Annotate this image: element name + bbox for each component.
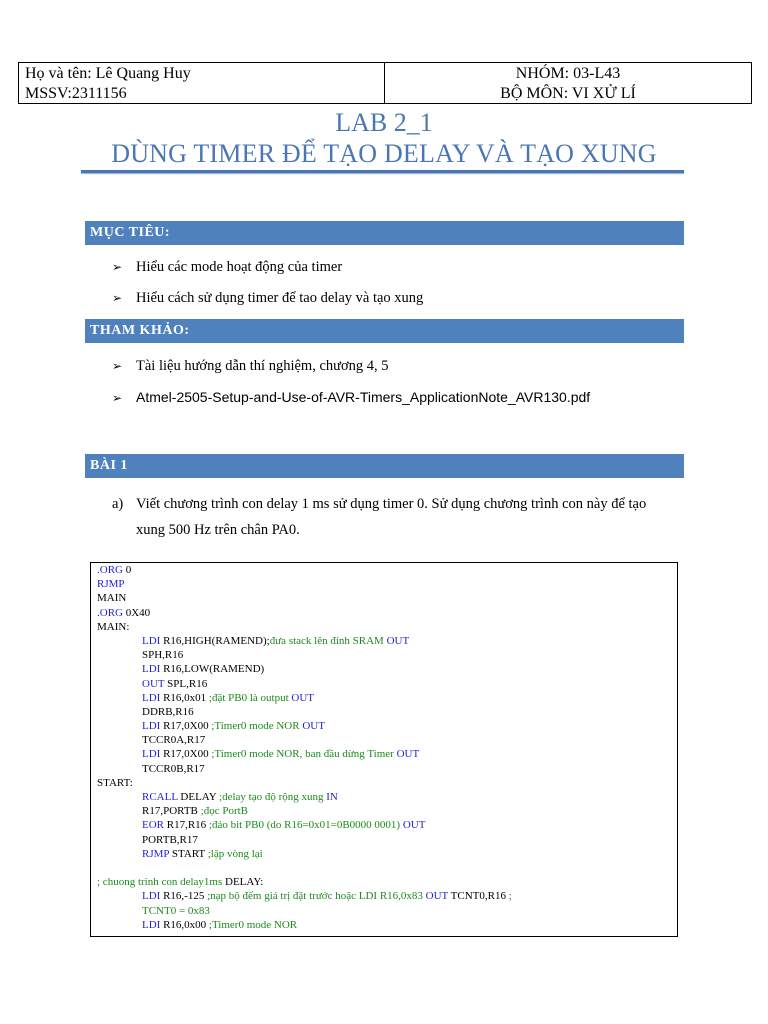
- code-comment: ; chuong trinh con delay1ms: [97, 876, 223, 889]
- code-line: [97, 591, 671, 605]
- code-line: [97, 875, 671, 889]
- arrow-bullet-icon: ➢: [112, 359, 123, 373]
- code-line: [97, 648, 671, 662]
- code-line: [97, 662, 671, 676]
- reference-text: Tài liệu hướng dẫn thí nghiệm, chương 4, 5: [136, 358, 389, 374]
- code-line: [97, 790, 671, 804]
- code-comment: ;delay tạo độ rộng xung: [219, 791, 327, 803]
- code-comment: ;lặp vòng lại: [207, 847, 263, 860]
- code-blank-line: [97, 861, 671, 875]
- code-line: [97, 847, 671, 861]
- arrow-bullet-icon: ➢: [112, 391, 123, 405]
- objective-item: [112, 289, 423, 307]
- code-text: TCCR0A,R17: [142, 734, 206, 747]
- code-comment: ;nạp bộ đếm giá trị đặt trước hoặc LDI R16,0x83: [207, 890, 426, 903]
- code-comment: TCNT0 = 0x83: [142, 904, 210, 917]
- code-comment: ;đọc PortB: [200, 805, 249, 818]
- code-line: [97, 733, 671, 747]
- code-text: R16,HIGH(RAMEND);: [160, 634, 270, 647]
- code-line: [97, 634, 671, 648]
- code-text: R16,-125: [160, 890, 208, 903]
- lab-subtitle: DÙNG TIMER ĐỂ TẠO DELAY VÀ TẠO XUNG: [111, 139, 657, 168]
- code-keyword: RCALL: [142, 791, 178, 803]
- student-info-left: [19, 63, 385, 103]
- code-line: [97, 918, 671, 932]
- code-text: START: [169, 847, 208, 860]
- section-tham-khao: THAM KHẢO:: [85, 319, 684, 343]
- subject-label: BỘ MÔN: VI XỬ LÍ: [500, 85, 636, 102]
- code-keyword: LDI: [142, 918, 161, 931]
- code-keyword: .ORG: [97, 606, 123, 619]
- code-line: [97, 904, 671, 918]
- code-keyword: LDI: [142, 663, 161, 676]
- student-id: MSSV:2311156: [25, 85, 127, 102]
- code-label: MAIN:: [97, 620, 130, 633]
- code-keyword: OUT: [425, 890, 449, 903]
- code-keyword: LDI: [142, 748, 161, 761]
- code-line: [97, 776, 671, 790]
- code-keyword: LDI: [142, 890, 161, 903]
- code-comment: ;Timer0 mode NOR: [208, 918, 298, 931]
- code-text: SPL,R16: [164, 677, 208, 690]
- code-text: DDRB,R16: [142, 705, 194, 718]
- code-text: R17,0X00: [160, 720, 212, 733]
- student-name: Họ và tên: Lê Quang Huy: [25, 65, 191, 82]
- code-keyword: RJMP: [97, 578, 125, 591]
- code-keyword: OUT: [291, 691, 315, 704]
- exercise-a-line1: Viết chương trình con delay 1 ms sử dụng timer 0. Sử dụng chương trình con này để tạo: [136, 496, 647, 512]
- code-text: R17,0X00: [160, 748, 212, 761]
- code-keyword: LDI: [142, 634, 161, 647]
- code-line: [97, 620, 671, 634]
- section-muc-tieu: MỤC TIÊU:: [85, 221, 684, 245]
- section-bai-1: BÀI 1: [85, 454, 684, 478]
- code-comment: ;: [508, 890, 512, 903]
- code-text: TCCR0B,R17: [142, 762, 205, 775]
- code-text: 0: [122, 564, 132, 576]
- code-line: [97, 677, 671, 691]
- code-text: R16,0x00: [160, 918, 209, 931]
- code-text: R17,R16: [164, 819, 209, 832]
- code-line: [97, 747, 671, 761]
- code-text: MAIN: [97, 592, 127, 605]
- code-comment: đưa stack lên đỉnh SRAM: [269, 634, 387, 647]
- code-line: [97, 606, 671, 620]
- code-keyword: EOR: [142, 819, 164, 832]
- code-comment: ;đặt PB0 là output: [208, 691, 292, 704]
- code-keyword: OUT: [386, 634, 410, 647]
- code-line: [97, 762, 671, 776]
- code-keyword: RJMP: [142, 847, 170, 860]
- exercise-a-label: a): [112, 496, 124, 512]
- objective-item: [112, 258, 342, 276]
- code-line: [97, 563, 671, 577]
- code-keyword: LDI: [142, 720, 161, 733]
- code-line: [97, 804, 671, 818]
- code-text: 0X40: [122, 606, 151, 619]
- exercise-a-line2: xung 500 Hz trên chân PA0.: [136, 522, 300, 538]
- code-text: TCNT0,R16: [448, 890, 509, 903]
- objective-text: Hiểu cách sử dụng timer để tao delay và tạo xung: [136, 290, 424, 306]
- objective-text: Hiểu các mode hoạt động của timer: [136, 259, 343, 275]
- code-keyword: IN: [326, 791, 338, 803]
- code-line: [97, 818, 671, 832]
- code-line: [97, 833, 671, 847]
- code-comment: ;Timer0 mode NOR: [211, 720, 303, 733]
- student-info-right: [385, 63, 751, 103]
- code-keyword: OUT: [396, 748, 420, 761]
- code-comment: ;Timer0 mode NOR, ban đầu dừng Timer: [211, 748, 397, 761]
- code-keyword: OUT: [402, 819, 426, 832]
- code-text: R16,0x01: [160, 691, 209, 704]
- reference-filename: Atmel-2505-Setup-and-Use-of-AVR-Timers_ApplicationNote_AVR130.pdf: [136, 389, 591, 405]
- reference-item: [112, 388, 590, 407]
- arrow-bullet-icon: ➢: [112, 260, 123, 274]
- code-line: [97, 889, 671, 903]
- arrow-bullet-icon: ➢: [112, 291, 123, 305]
- code-text: R17,PORTB: [142, 805, 201, 818]
- code-text: SPH,R16: [142, 649, 184, 662]
- code-keyword: OUT: [302, 720, 325, 733]
- student-info-table: [18, 62, 752, 104]
- code-line: [97, 691, 671, 705]
- code-keyword: OUT: [142, 677, 165, 690]
- code-text: PORTB,R17: [142, 833, 198, 846]
- reference-item: [112, 357, 389, 375]
- code-text: R16,LOW(RAMEND): [160, 663, 265, 676]
- code-line: [97, 719, 671, 733]
- code-text: DELAY:: [222, 876, 264, 889]
- lab-title: LAB 2_1: [335, 108, 433, 137]
- code-line: [97, 577, 671, 591]
- code-line: [97, 705, 671, 719]
- code-label: START:: [97, 776, 133, 789]
- code-keyword: LDI: [142, 691, 161, 704]
- group-label: NHÓM: 03-L43: [515, 65, 621, 82]
- title-underline: [81, 170, 684, 173]
- code-keyword: .ORG: [97, 564, 123, 576]
- exercise-a: [112, 491, 682, 543]
- code-listing: [90, 562, 678, 937]
- code-text: DELAY: [177, 791, 220, 803]
- code-comment: ;đảo bit PB0 (do R16=0x01=0B0000 0001): [208, 819, 403, 832]
